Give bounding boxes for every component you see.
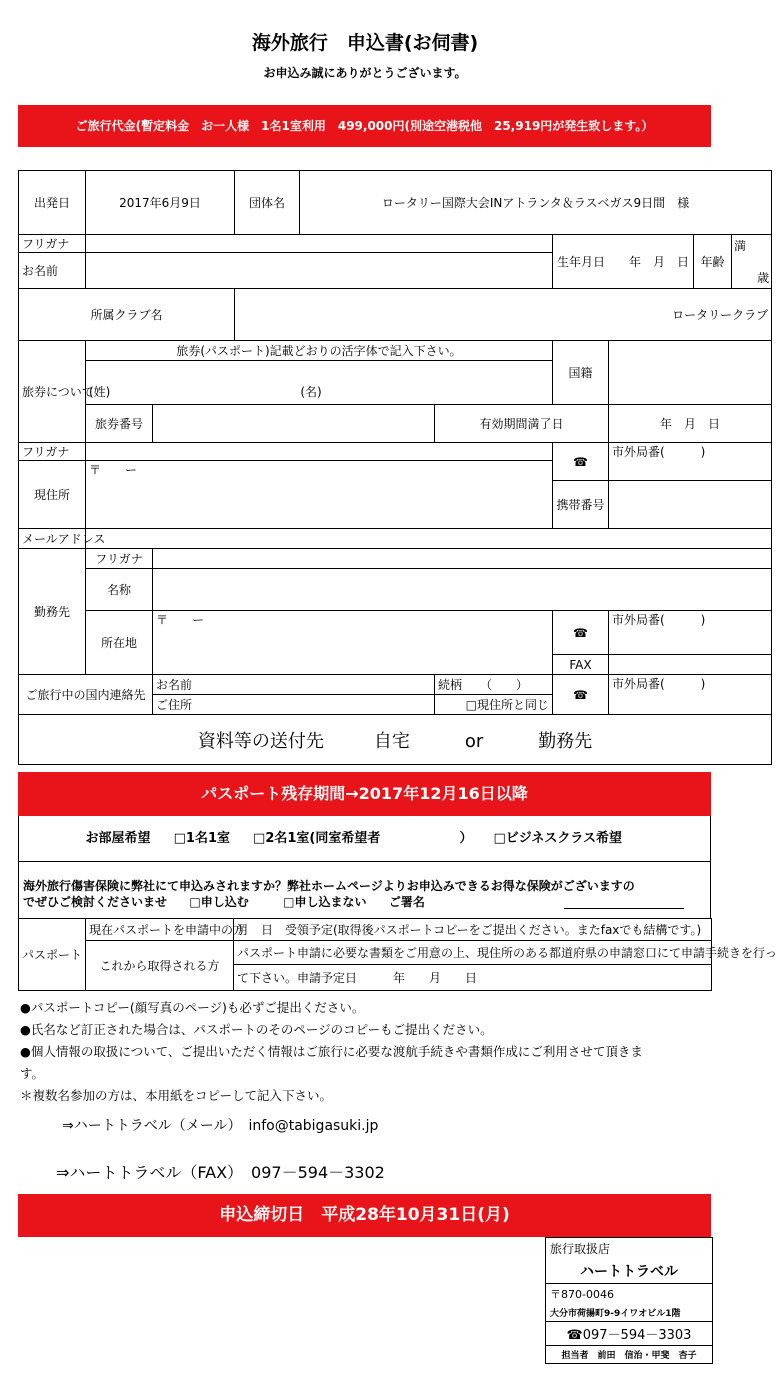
passport-current-note: 月 日 受領予定(取得後パスポートコピーをご提出ください。またfaxでも結構です。) xyxy=(234,919,712,941)
email-field[interactable] xyxy=(86,529,772,549)
expiry-value[interactable]: 年 月 日 xyxy=(609,405,772,443)
nationality-label: 国籍 xyxy=(553,341,609,405)
mobile-label: 携帯番号 xyxy=(553,481,609,529)
shop-tel: ☎097－594－3303 xyxy=(546,1322,712,1346)
room-option-single[interactable]: □1名1室 xyxy=(173,831,230,846)
club-label: 所属クラブ名 xyxy=(19,289,235,341)
shop-postal: 〒870-0046 xyxy=(550,1288,614,1301)
fax-field[interactable] xyxy=(609,655,772,675)
passport-name-field[interactable] xyxy=(86,361,553,405)
deadline-text: 申込締切日 平成28年10月31日(月) xyxy=(219,1205,510,1225)
room-option-double[interactable]: □2名1室(同室希望者 xyxy=(253,831,381,846)
surname-label: (姓) xyxy=(89,385,111,399)
passport-validity-text: パスポート残存期間→2017年12月16日以降 xyxy=(201,784,528,803)
work-name-field[interactable] xyxy=(153,569,772,611)
passport-number-field[interactable] xyxy=(153,405,435,443)
travel-agency-box xyxy=(545,1237,713,1364)
address-furigana-field[interactable] xyxy=(86,443,553,461)
application-form xyxy=(18,170,772,765)
shop-address: 大分市荷揚町9-9イワオビル1階 xyxy=(546,1304,712,1322)
group-value[interactable]: ロータリー国際大会INアトランタ＆ラスベガス9日間 様 xyxy=(300,171,772,235)
mobile-field[interactable] xyxy=(609,481,772,529)
note-item: す。 xyxy=(20,1066,45,1081)
contact-phone-icon: ☎ xyxy=(553,675,609,715)
work-location-field[interactable]: 〒 ー xyxy=(153,611,553,675)
departure-label: 出発日 xyxy=(19,171,86,235)
work-label: 勤務先 xyxy=(19,549,86,675)
send-to-label: 資料等の送付先 xyxy=(197,730,324,752)
passport-future-note2: て下さい。申請予定日 年 月 日 xyxy=(234,965,712,991)
room-label: お部屋希望 xyxy=(85,831,151,846)
address-furigana-label: フリガナ xyxy=(19,443,86,461)
work-location-label: 所在地 xyxy=(86,611,153,675)
same-address-checkbox[interactable]: □現住所と同じ xyxy=(435,695,553,715)
insurance-line2-row xyxy=(23,893,425,910)
insurance-line1: 海外旅行傷害保険に弊社にて申込みされますか？弊社ホームページよりお申込みできるお得な保険がございますの xyxy=(23,879,635,893)
price-banner xyxy=(18,105,711,147)
signature-line[interactable] xyxy=(564,908,684,909)
page-title: 海外旅行 申込書(お伺書) xyxy=(251,32,479,54)
send-work-option[interactable]: 勤務先 xyxy=(538,730,593,752)
furigana-field[interactable] xyxy=(86,235,553,253)
age-bottom: 歳 xyxy=(757,271,770,285)
home-area-code[interactable]: 市外局番( ) xyxy=(609,443,772,481)
passport-section-label: 旅券について xyxy=(19,341,86,443)
page-subtitle: お申込み誠にありがとうございます。 xyxy=(263,66,467,80)
passport-note: 旅券(パスポート)記載どおりの活字体で記入下さい。 xyxy=(86,341,553,361)
passport-future-note1: パスポート申請に必要な書類をご用意の上、現住所のある都道府県の申請窓口にて申請手続きを行っ xyxy=(234,941,712,965)
passport-apply-label: パスポート xyxy=(19,919,86,991)
passport-apply-table xyxy=(18,918,777,991)
passport-current-label[interactable]: 現在パスポートを申請中の方 xyxy=(86,919,234,941)
insurance-line2: でぜひご検討くださいませ xyxy=(23,895,168,909)
contact-address-label[interactable]: ご住所 xyxy=(153,695,435,715)
address-field[interactable]: 〒 ー xyxy=(86,461,553,529)
age-field[interactable] xyxy=(732,235,772,289)
send-to-row xyxy=(19,715,772,765)
work-furigana-label: フリガナ xyxy=(86,549,153,569)
deadline-banner xyxy=(18,1194,711,1237)
note-item: ●氏名など訂正された場合は、パスポートのそのページのコピーもご提出ください。 xyxy=(20,1022,493,1037)
room-option-business[interactable]: □ビジネスクラス希望 xyxy=(493,831,623,846)
note-item: ●パスポートコピー(顔写真のページ)も必ずご提出ください。 xyxy=(20,1000,365,1015)
shop-staff: 担当者 前田 信治・甲斐 杏子 xyxy=(561,1351,697,1361)
passport-future-label[interactable]: これから取得される方 xyxy=(86,941,234,991)
contact-fax: ⇒ハートトラベル（FAX） 097－594－3302 xyxy=(56,1163,385,1182)
work-area-code[interactable]: 市外局番( ) xyxy=(609,611,772,655)
note-item: ●個人情報の取扱について、ご提出いただく情報はご旅行に必要な渡航手続きや書類作成にご利用させて頂きま xyxy=(20,1044,643,1059)
name-field[interactable] xyxy=(86,253,553,289)
address-label: 現住所 xyxy=(19,461,86,529)
signature-label: ご署名 xyxy=(388,895,425,909)
phone-icon: ☎ xyxy=(553,443,609,481)
insurance-apply[interactable]: □申し込む xyxy=(189,895,249,909)
contact-mail[interactable]: ⇒ハートトラベル（メール） info@tabigasuki.jp xyxy=(62,1118,379,1134)
passport-number-label: 旅券番号 xyxy=(86,405,153,443)
price-banner-text: ご旅行代金(暫定料金 お一人様 1名1室利用 499,000円(別途空港税他 25,919円が発生致します。） xyxy=(75,119,654,133)
passport-validity-banner xyxy=(18,772,711,816)
birth-field[interactable] xyxy=(553,235,694,289)
expiry-label: 有効期間満了日 xyxy=(435,405,609,443)
furigana-label: フリガナ xyxy=(19,235,86,253)
insurance-row xyxy=(18,861,711,919)
insurance-no-apply[interactable]: □申し込まない xyxy=(283,895,367,909)
domestic-contact-label: ご旅行中の国内連絡先 xyxy=(19,675,153,715)
contact-name-label[interactable]: お名前 xyxy=(153,675,435,695)
given-label: (名) xyxy=(300,385,322,399)
group-label: 団体名 xyxy=(235,171,300,235)
room-row xyxy=(18,816,711,862)
send-home-option[interactable]: 自宅 xyxy=(373,730,410,752)
note-item: ＊複数名参加の方は、本用紙をコピーして記入下さい。 xyxy=(20,1088,333,1103)
birth-label: 生年月日 xyxy=(556,255,605,269)
shop-name: ハートトラベル xyxy=(546,1259,712,1284)
contact-area-code[interactable]: 市外局番( ) xyxy=(609,675,772,715)
notes xyxy=(20,997,720,1107)
fax-label: FAX xyxy=(553,655,609,675)
age-label: 年齢 xyxy=(694,235,732,289)
email-label: メールアドレス xyxy=(19,529,86,549)
club-value[interactable]: ロータリークラブ xyxy=(235,289,772,341)
send-or: or xyxy=(464,730,484,752)
birth-value: 年 月 日 xyxy=(629,255,690,269)
work-name-label: 名称 xyxy=(86,569,153,611)
work-phone-icon: ☎ xyxy=(553,611,609,655)
departure-value[interactable]: 2017年6月9日 xyxy=(86,171,235,235)
shop-label: 旅行取扱店 xyxy=(550,1242,611,1256)
work-furigana-field[interactable] xyxy=(153,549,772,569)
room-close: ） xyxy=(459,831,473,846)
name-label: お名前 xyxy=(19,253,86,289)
relation-label[interactable]: 続柄 （ ） xyxy=(435,675,553,695)
age-top: 満 xyxy=(734,239,747,253)
nationality-field[interactable] xyxy=(609,341,772,405)
